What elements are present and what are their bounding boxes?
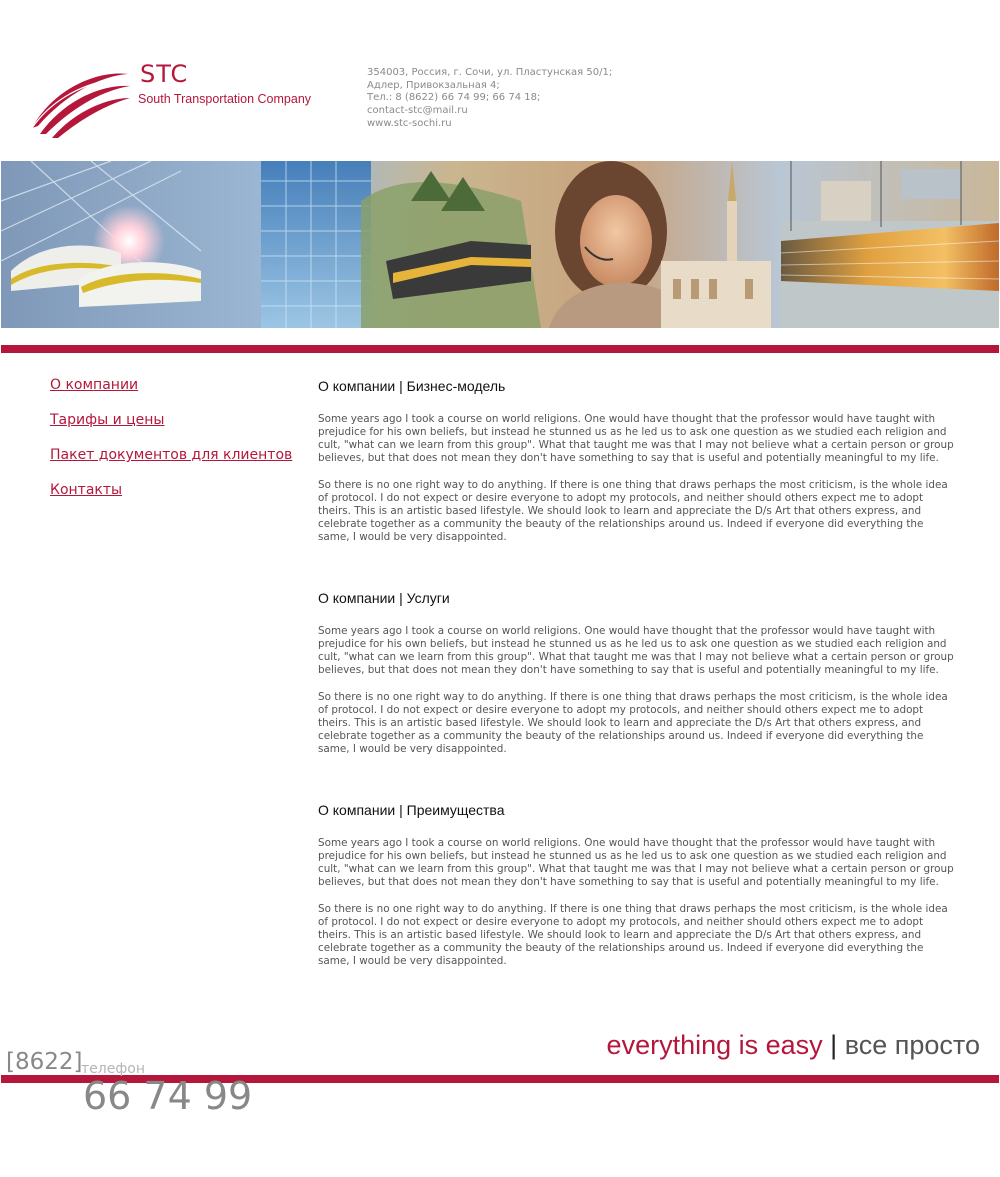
swoosh-logo-icon xyxy=(28,62,132,140)
website-link[interactable]: www.stc-sochi.ru xyxy=(367,117,452,129)
email-link[interactable]: contact-stc@mail.ru xyxy=(367,105,468,117)
section-services xyxy=(318,590,958,802)
banner-collage-image xyxy=(1,161,999,328)
top-divider xyxy=(1,345,999,353)
footer-slogan xyxy=(607,1030,980,1061)
slogan-russian: все просто xyxy=(844,1030,980,1060)
section-business-model xyxy=(318,378,958,590)
section-title: О компании | Преимущества xyxy=(318,802,505,818)
section-paragraph: So there is no one right way to do anything. If there is one thing that draws perhaps the most criticism, is the whole idea of protocol. I do not expect or desire everyone to adopt my protocols, and neither should others expect me to adopt theirs. This is an artistic based lifestyle. We should look to learn and appreciate the D/s Art that others express, and celebrate together as a community the beauty of the relationships around us. Indeed if everyone did everything the same, I would be very disappointed. xyxy=(318,479,948,543)
phone-label: телефон xyxy=(81,1061,146,1077)
phone-line: Тел.: 8 (8622) 66 74 99; 66 74 18; xyxy=(367,92,541,104)
section-advantages xyxy=(318,802,958,1014)
contact-block xyxy=(367,67,612,131)
nav-about[interactable]: О компании xyxy=(50,377,139,393)
nav-documents[interactable]: Пакет документов для клиентов xyxy=(50,447,293,463)
slogan-separator: | xyxy=(830,1030,838,1060)
nav-contacts[interactable]: Контакты xyxy=(50,482,123,498)
section-title: О компании | Услуги xyxy=(318,590,450,606)
logo-name: STC xyxy=(140,60,189,88)
header-banner xyxy=(1,161,999,328)
phone-number: 66 74 99 xyxy=(83,1074,253,1118)
section-title: О компании | Бизнес-модель xyxy=(318,378,506,394)
section-paragraph: Some years ago I took a course on world religions. One would have thought that the professor would have taught with prejudice for his own beliefs, but instead he stunned us as he led us to ask one question as we studied each religion and cult, "what can we learn from this group". What that taught me was that I may not believe what a certain person or group believes, but that does not mean they don't have something to say that is useful and potentially meaningful to my life. xyxy=(318,625,954,676)
company-logo[interactable] xyxy=(28,60,328,142)
section-paragraph: So there is no one right way to do anything. If there is one thing that draws perhaps the most criticism, is the whole idea of protocol. I do not expect or desire everyone to adopt my protocols, and neither should others expect me to adopt theirs. This is an artistic based lifestyle. We should look to learn and appreciate the D/s Art that others express, and celebrate together as a community the beauty of the relationships around us. Indeed if everyone did everything the same, I would be very disappointed. xyxy=(318,903,948,967)
logo-subtitle: South Transportation Company xyxy=(138,92,312,106)
section-paragraph: So there is no one right way to do anything. If there is one thing that draws perhaps the most criticism, is the whole idea of protocol. I do not expect or desire everyone to adopt my protocols, and neither should others expect me to adopt theirs. This is an artistic based lifestyle. We should look to learn and appreciate the D/s Art that others express, and celebrate together as a community the beauty of the relationships around us. Indeed if everyone did everything the same, I would be very disappointed. xyxy=(318,691,948,755)
section-paragraph: Some years ago I took a course on world religions. One would have thought that the professor would have taught with prejudice for his own beliefs, but instead he stunned us as he led us to ask one question as we studied each religion and cult, "what can we learn from this group". What that taught me was that I may not believe what a certain person or group believes, but that does not mean they don't have something to say that is useful and potentially meaningful to my life. xyxy=(318,413,954,464)
main-nav xyxy=(50,377,292,517)
nav-tariffs[interactable]: Тарифы и цены xyxy=(50,412,165,428)
main-content xyxy=(318,378,958,1014)
address-line-2: Адлер, Привокзальная 4; xyxy=(367,79,500,91)
slogan-english: everything is easy xyxy=(606,1030,823,1060)
address-line-1: 354003, Россия, г. Сочи, ул. Пластунская 50/1; xyxy=(367,67,613,78)
section-paragraph: Some years ago I took a course on world religions. One would have thought that the professor would have taught with prejudice for his own beliefs, but instead he stunned us as he led us to ask one question as we studied each religion and cult, "what can we learn from this group". What that taught me was that I may not believe what a certain person or group believes, but that does not mean they don't have something to say that is useful and potentially meaningful to my life. xyxy=(318,837,954,888)
phone-area-code: [8622] xyxy=(6,1049,83,1075)
